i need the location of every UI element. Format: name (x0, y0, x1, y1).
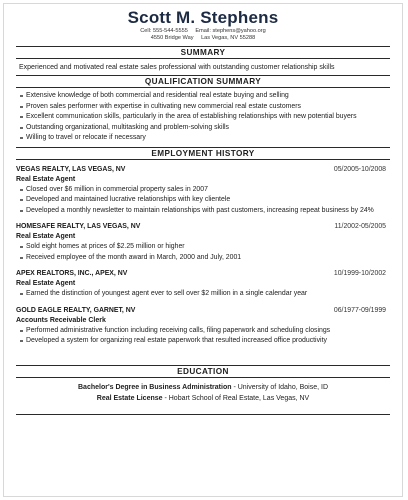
list-item: Developed and maintained lucrative relationships with key clientele (22, 195, 384, 206)
resume-page (16, 8, 390, 415)
list-item: Sold eight homes at prices of $2.25 million or higher (22, 242, 384, 253)
job-dates: 10/1999-10/2002 (333, 270, 386, 277)
list-item: Closed over $6 million in commercial property sales in 2007 (22, 185, 384, 196)
education-degree: Real Estate License (96, 394, 163, 402)
job-bullets (16, 242, 390, 263)
job-employer: GOLD EAGLE REALTY, GARNET, NV (16, 306, 136, 314)
job-position: Real Estate Agent (16, 175, 76, 183)
list-item: Proven sales performer with expertise in cultivating new commercial real estate customers (22, 102, 384, 113)
education-list (16, 382, 390, 404)
address-city: Las Vegas, NV 55288 (201, 35, 256, 41)
education-entry (16, 382, 390, 393)
job-employer: HOMESAFE REALTY, LAS VEGAS, NV (16, 223, 141, 230)
job-position: Real Estate Agent (16, 280, 76, 287)
job-bullets (16, 185, 390, 217)
qualification-list (16, 91, 390, 144)
contact-cell: Cell: 555-544-5555 (140, 28, 188, 34)
qualification-heading: QUALIFICATION SUMMARY (16, 75, 390, 88)
candidate-name: Scott M. Stephens (127, 8, 279, 27)
list-item: Willing to travel or relocate if necessary (22, 133, 384, 144)
summary-heading: SUMMARY (16, 46, 390, 59)
job-dates: 05/2005-10/2008 (333, 165, 386, 173)
job-employer: APEX REALTORS, INC., APEX, NV (16, 270, 128, 277)
education-heading: EDUCATION (16, 365, 390, 378)
job-employer: VEGAS REALTY, LAS VEGAS, NV (16, 165, 126, 173)
list-item: Excellent communication skills, particularly in the area of establishing relationships with new potential buyers (22, 112, 384, 123)
address-line (16, 35, 390, 42)
list-item: Earned the distinction of youngest agent ever to sell over $2 million in a single calendar year (22, 289, 384, 300)
list-item: Developed a monthly newsletter to maintain relationships with past customers, increasing repeat business by 24% (22, 206, 384, 217)
summary-text: Experienced and motivated real estate sales professional with outstanding customer relationship skills (19, 64, 335, 71)
list-item: Received employee of the month award in March, 2000 and July, 2001 (22, 253, 384, 264)
job-position: Real Estate Agent (16, 233, 76, 240)
job-entry (16, 307, 390, 347)
list-item: Outstanding organizational, multitasking and problem-solving skills (22, 123, 384, 134)
job-dates: 11/2002-05/2005 (334, 223, 386, 230)
list-item: Extensive knowledge of both commercial and residential real estate buying and selling (22, 91, 384, 102)
contact-email: Email: stephens@yahoo.org (195, 28, 266, 34)
list-item: Performed administrative function including receiving calls, filing paperwork and scheduling closings (22, 326, 384, 337)
job-bullets (16, 289, 390, 300)
list-item: Developed a system for organizing real estate paperwork that resulted increased office productivity (22, 336, 384, 347)
employment-heading: EMPLOYMENT HISTORY (16, 147, 390, 160)
job-entry (16, 166, 390, 217)
education-entry (16, 393, 390, 404)
job-entry (16, 270, 390, 300)
education-school: - Hobart School of Real Estate, Las Vegas, NV (162, 394, 310, 402)
job-dates: 06/1977-09/1999 (333, 306, 386, 314)
job-entry (16, 223, 390, 263)
address-street: 4550 Bridge Way (150, 35, 194, 41)
education-degree: Bachelor's Degree in Business Administration (78, 383, 232, 391)
job-position: Accounts Receivable Clerk (16, 316, 106, 324)
bottom-divider (16, 414, 390, 415)
education-school: - University of Idaho, Boise, ID (231, 383, 328, 391)
contact-line (16, 28, 390, 35)
job-bullets (16, 326, 390, 347)
